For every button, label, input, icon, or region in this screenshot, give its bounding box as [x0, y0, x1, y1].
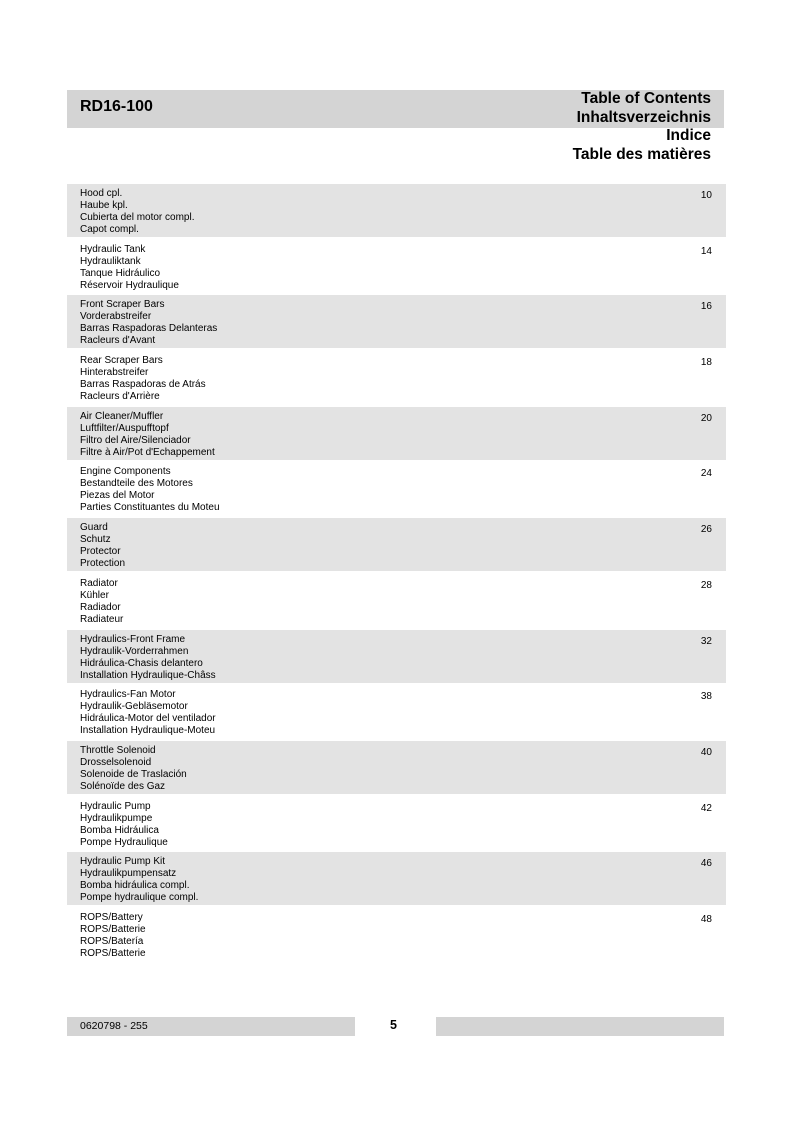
toc-entry-page: 24 [700, 468, 712, 480]
toc-entry-page: 40 [700, 746, 712, 758]
toc-entry-page: 18 [700, 357, 712, 369]
toc-entry-labels [80, 188, 195, 236]
toc-entry-label: Hood cpl. [80, 188, 123, 199]
page-number: 5 [390, 1018, 397, 1032]
toc-entry-label: Radiateur [80, 613, 124, 625]
toc-entry-page: 46 [700, 858, 712, 870]
toc-entry-label: Drosselsolenoid [80, 756, 152, 768]
toc-entry-label: Solenoide de Traslación [80, 768, 187, 780]
toc-entry-page: 16 [700, 301, 712, 313]
toc-entry[interactable] [67, 295, 726, 348]
toc-entry-label: Radiator [80, 577, 118, 589]
toc-entry-label: Pompe hydraulique compl. [80, 892, 199, 904]
toc-entry-label: Cubierta del motor compl. [80, 212, 195, 223]
toc-entry-label: Air Cleaner/Muffler [80, 410, 164, 422]
toc-entry-label: Hydraulic Pump Kit [80, 856, 166, 868]
toc-titles [573, 90, 711, 164]
toc-list [67, 184, 726, 964]
toc-entry-label: Installation Hydraulique-Châss [80, 669, 216, 681]
toc-entry[interactable] [67, 797, 726, 850]
toc-entry-label: Bomba hidráulica compl. [80, 880, 190, 892]
toc-entry-label: Hydraulic Tank [80, 243, 146, 255]
toc-entry[interactable] [67, 240, 726, 293]
toc-entry-label: Filtre à Air/Pot d'Echappement [80, 446, 215, 458]
toc-entry-label: Kühler [80, 589, 109, 601]
toc-entry-label: Bomba Hidráulica [80, 824, 159, 836]
toc-entry-labels [80, 689, 216, 737]
toc-entry-label: Luftfilter/Auspufftopf [80, 422, 169, 434]
toc-entry[interactable] [67, 852, 726, 905]
toc-entry-page: 14 [700, 245, 712, 257]
toc-entry-label: Hydraulics-Front Frame [80, 633, 186, 645]
document-code: 0620798 - 255 [80, 1020, 148, 1032]
toc-entry[interactable] [67, 908, 726, 961]
toc-entry-label: Hidráulica-Chasis delantero [80, 657, 203, 669]
toc-entry[interactable] [67, 351, 726, 404]
toc-entry-page: 28 [700, 579, 712, 591]
toc-entry-labels [80, 745, 187, 793]
toc-entry-labels [80, 466, 220, 514]
toc-entry-label: Filtro del Aire/Silenciador [80, 434, 191, 446]
toc-entry[interactable] [67, 407, 726, 460]
toc-entry-label: Guard [80, 522, 108, 534]
toc-entry-label: Hydraulikpumpe [80, 812, 153, 824]
toc-entry-label: Hydraulic Pump [80, 800, 151, 812]
toc-entry-label: Barras Raspadoras Delanteras [80, 323, 218, 335]
toc-entry-label: Hidráulica-Motor del ventilador [80, 713, 216, 725]
toc-entry-label: Haube kpl. [80, 200, 128, 211]
toc-title-en: Table of Contents [581, 90, 711, 107]
toc-entry-label: Capot compl. [80, 224, 139, 235]
toc-title-de: Inhaltsverzeichnis [576, 108, 711, 126]
toc-entry-labels [80, 634, 216, 682]
toc-entry[interactable] [67, 630, 726, 683]
toc-entry-labels [80, 912, 146, 960]
toc-entry-labels [80, 411, 215, 459]
toc-entry-label: Hydraulik-Gebläsemotor [80, 701, 188, 713]
toc-entry-label: Racleurs d'Avant [80, 335, 156, 347]
toc-entry[interactable] [67, 685, 726, 738]
model-title: RD16-100 [80, 98, 153, 115]
toc-entry[interactable] [67, 741, 726, 794]
toc-entry[interactable] [67, 184, 726, 237]
toc-entry-label: Réservoir Hydraulique [80, 279, 179, 291]
toc-entry-page: 10 [700, 190, 712, 201]
toc-entry-label: Pompe Hydraulique [80, 836, 168, 848]
toc-title-es: Indice [666, 127, 711, 144]
toc-entry-label: Front Scraper Bars [80, 299, 165, 311]
toc-entry-label: ROPS/Batterie [80, 923, 146, 935]
toc-entry-label: Rear Scraper Bars [80, 355, 163, 367]
toc-entry-label: Radiador [80, 601, 121, 613]
toc-entry-label: Protection [80, 558, 126, 570]
toc-entry-label: Engine Components [80, 466, 171, 478]
toc-entry-label: Tanque Hidráulico [80, 267, 161, 279]
toc-entry-page: 20 [700, 412, 712, 424]
toc-entry-label: ROPS/Batería [80, 935, 144, 947]
toc-entry-labels [80, 801, 168, 849]
toc-entry-page: 42 [700, 802, 712, 814]
toc-entry-label: Installation Hydraulique-Moteu [80, 725, 216, 737]
toc-entry-label: Schutz [80, 534, 111, 546]
toc-entry-label: ROPS/Battery [80, 911, 143, 923]
toc-entry-labels [80, 299, 217, 347]
toc-entry-label: Hydraulikpumpensatz [80, 868, 177, 880]
toc-entry[interactable] [67, 462, 726, 515]
toc-entry-label: Hydraulics-Fan Motor [80, 689, 176, 701]
toc-entry-page: 38 [700, 691, 712, 703]
toc-entry-label: ROPS/Batterie [80, 947, 146, 959]
toc-entry-page: 32 [700, 635, 712, 647]
toc-entry-label: Solénoïde des Gaz [80, 780, 166, 792]
toc-entry[interactable] [67, 574, 726, 627]
toc-entry-label: Protector [80, 546, 121, 558]
toc-entry-label: Barras Raspadoras de Atrás [80, 379, 206, 391]
toc-entry-label: Racleurs d'Arrière [80, 391, 160, 403]
toc-entry-label: Hinterabstreifer [80, 367, 149, 379]
toc-title-fr: Table des matières [572, 145, 711, 163]
toc-entry-labels [80, 355, 206, 403]
toc-entry-labels [80, 522, 125, 570]
toc-entry-label: Hydraulik-Vorderrahmen [80, 645, 189, 657]
toc-entry[interactable] [67, 518, 726, 571]
toc-entry-label: Piezas del Motor [80, 490, 155, 502]
toc-entry-page: 48 [700, 913, 712, 925]
toc-entry-labels [80, 578, 123, 626]
toc-entry-label: Parties Constituantes du Moteu [80, 502, 220, 514]
toc-entry-label: Hydrauliktank [80, 255, 141, 267]
footer-bar-right [436, 1017, 724, 1036]
toc-entry-page: 26 [700, 524, 712, 536]
toc-entry-labels [80, 856, 198, 904]
toc-entry-label: Throttle Solenoid [80, 744, 156, 756]
toc-entry-label: Vorderabstreifer [80, 311, 152, 323]
toc-entry-labels [80, 244, 179, 292]
toc-entry-label: Bestandteile des Motores [80, 478, 193, 490]
